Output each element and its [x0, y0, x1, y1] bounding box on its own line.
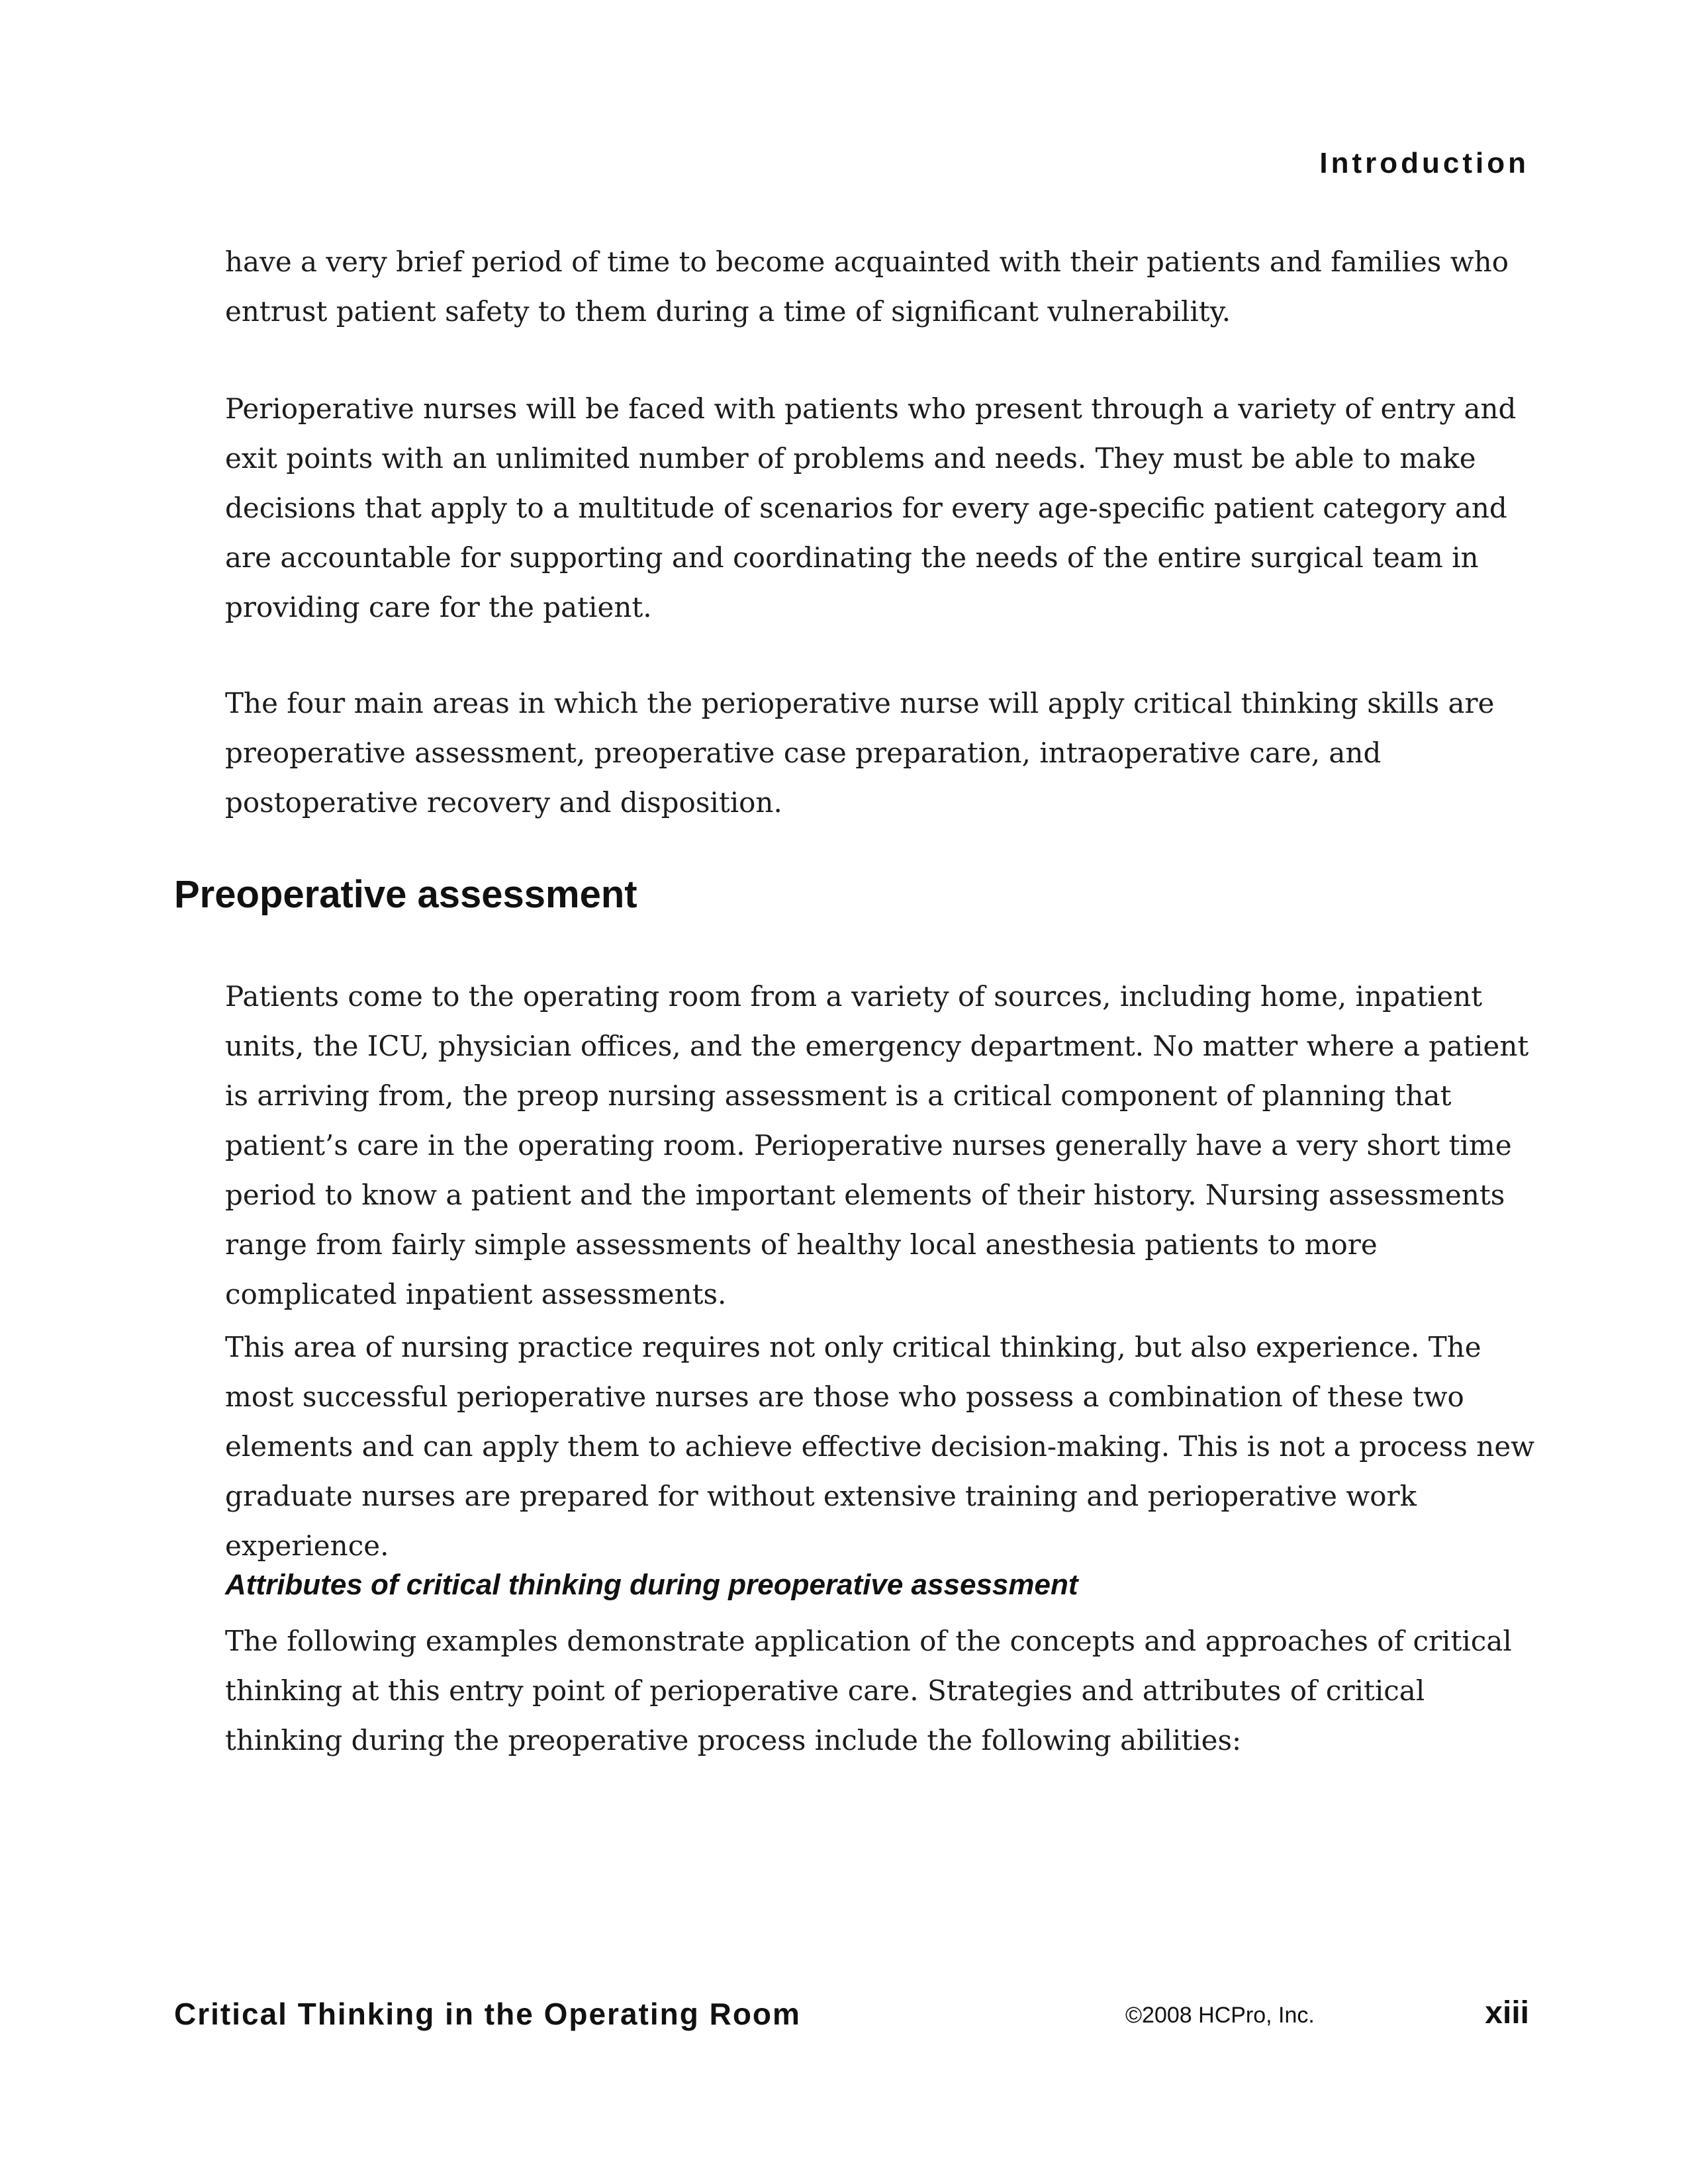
footer-book-title: Critical Thinking in the Operating Room [174, 1997, 801, 2031]
body-paragraph-6: The following examples demonstrate application of the concepts and approaches of critical thinking at this entry point of perioperative care. Strategies and attributes of critical thinking during the preoperative process include the following abilities: [225, 1625, 1512, 1756]
body-paragraph-2: Perioperative nurses will be faced with patients who present through a variety of entry and exit points with an unlimited number of problems and needs. They must be able to make decisions that apply to a multitude of scenarios for every age-specific patient category and are accountable for supporting and coordinating the needs of the entire surgical team in providing care for the patient. [225, 392, 1517, 623]
running-head: Introduction [1319, 147, 1529, 179]
section-heading: Preoperative assessment [174, 873, 637, 916]
page-number: xiii [1485, 1995, 1529, 2030]
body-paragraph-4: Patients come to the operating room from a variety of sources, including home, inpatient units, the ICU, physician offices, and the emergency department. No matter where a patient is arriving from, the preop nursing assessment is a critical component of planning that patient’s care in the operating room. Perioperative nurses generally have a very short time period to know a patient and the important elements of their history. Nursing assessments range from fairly simple assessments of healthy local anesthesia patients to more complicated inpatient assessments. [225, 980, 1529, 1310]
body-paragraph-3: The four main areas in which the perioperative nurse will apply critical thinking skills are preoperative assessment, preoperative case preparation, intraoperative care, and postoperative recovery and disposition. [225, 687, 1495, 819]
footer-copyright: ©2008 HCPro, Inc. [1125, 2003, 1315, 2028]
body-paragraph-5: This area of nursing practice requires not only critical thinking, but also experience. The most successful perioperative nurses are those who possess a combination of these two elements and can apply them to achieve effective decision-making. This is not a process new graduate nurses are prepared for without extensive training and perioperative work experience. [225, 1331, 1535, 1562]
body-paragraph-1: have a very brief period of time to become acquainted with their patients and families who entrust patient safety to them during a time of significant vulnerability. [225, 246, 1509, 328]
sub-heading: Attributes of critical thinking during preoperative assessment [225, 1569, 1078, 1601]
